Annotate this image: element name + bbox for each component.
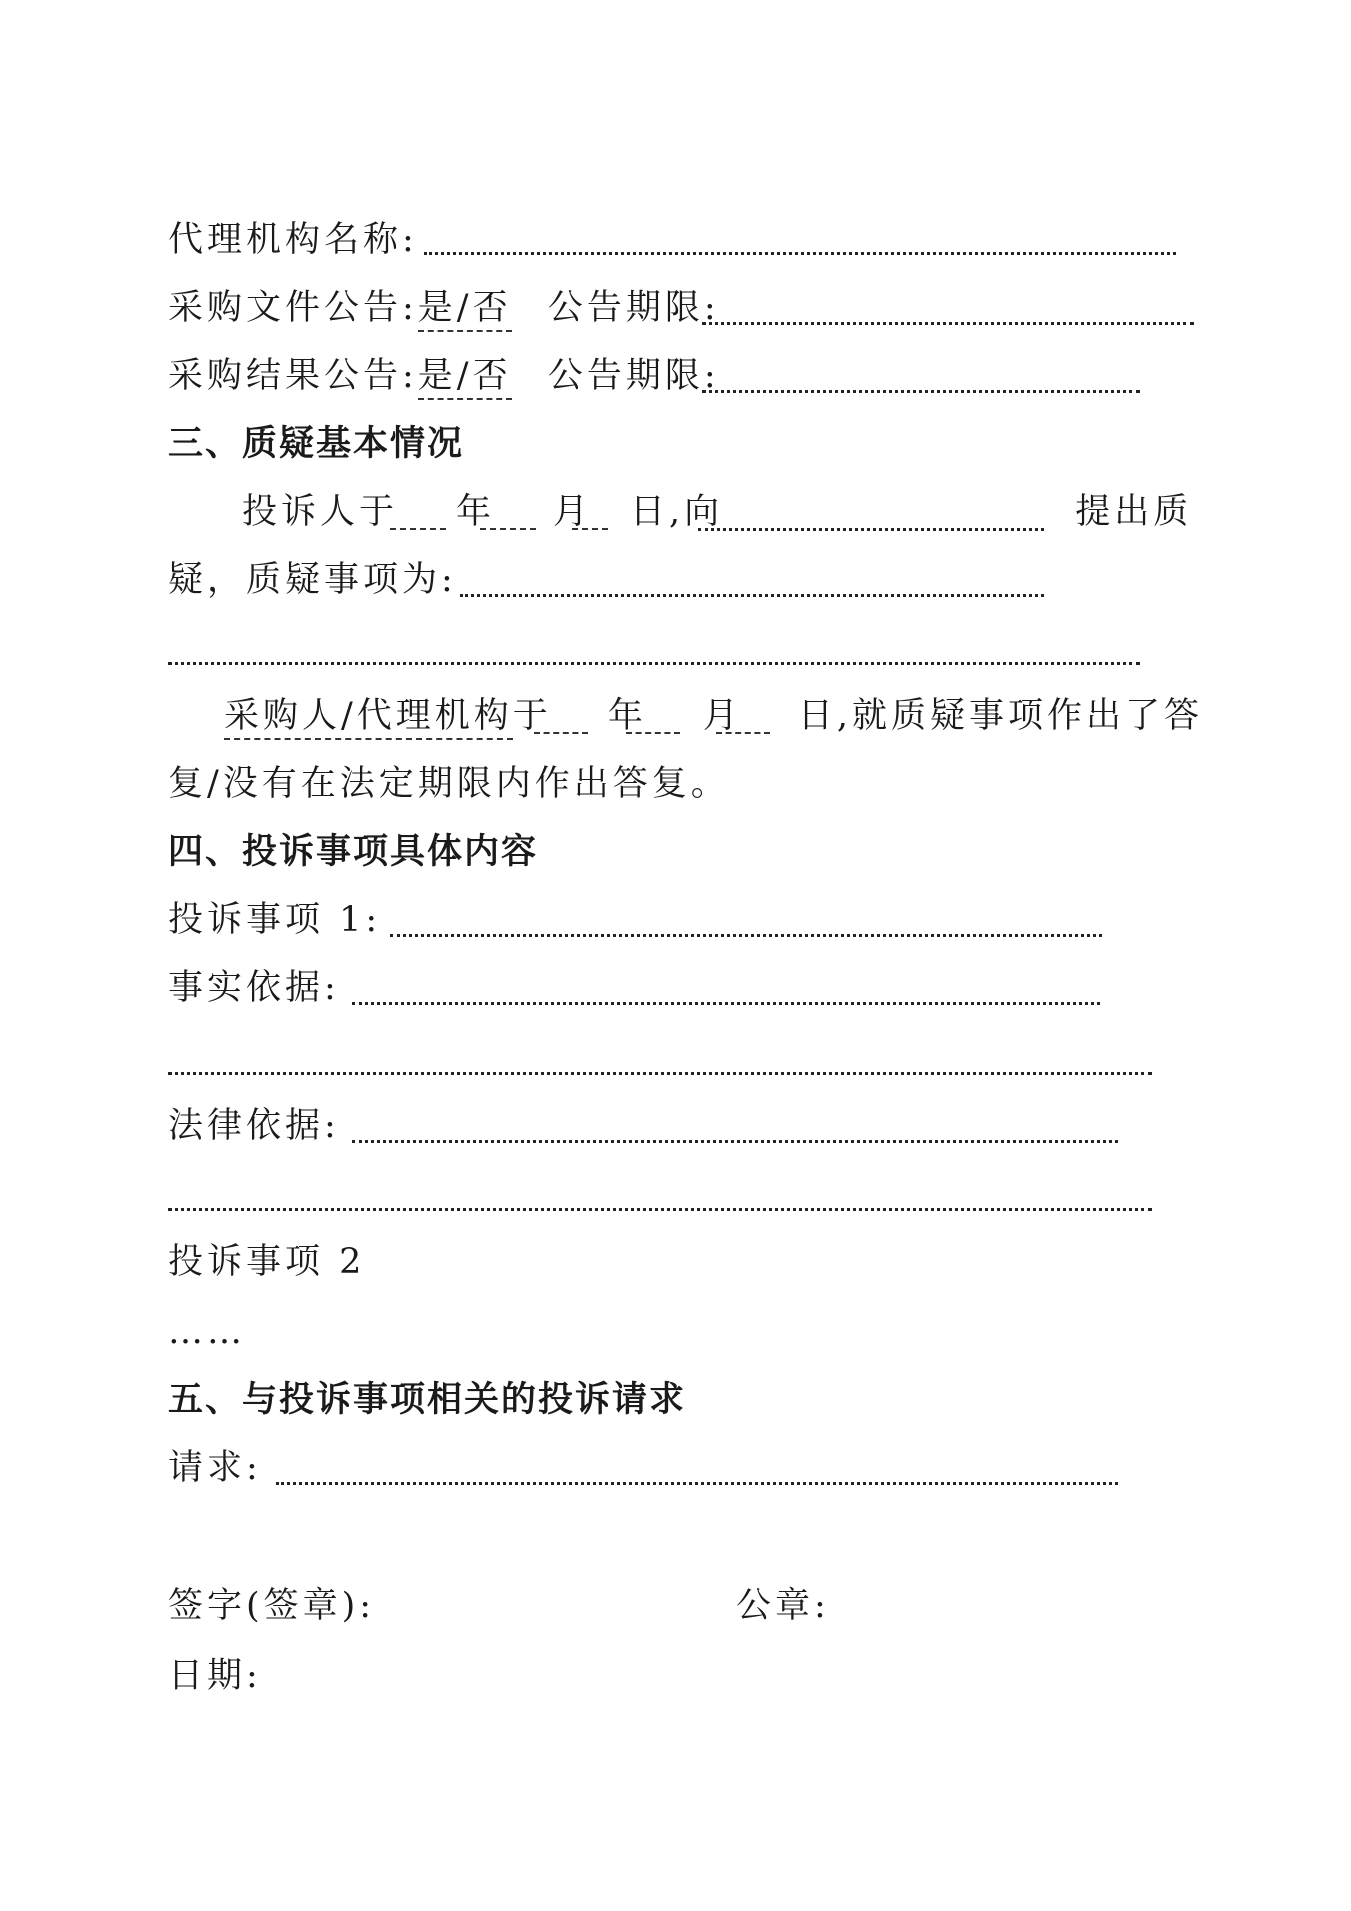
p1-matter-blank-2[interactable] [168,662,1140,665]
p2-year-blank[interactable] [534,732,588,734]
p1-year-label: 年 [456,492,496,532]
p2-line2: 复/没有在法定期限内作出答复。 [168,764,730,804]
result-notice-prefix: 采购结果公告: [168,356,418,396]
seal-label: 公章: [736,1586,830,1626]
facts-label: 事实依据: [168,968,340,1008]
section3-p2-line1 [224,694,1203,738]
request-blank[interactable] [276,1482,1118,1485]
law-label: 法律依据: [168,1106,340,1146]
date-label: 日期: [168,1656,262,1696]
p2-subject[interactable]: 采购人/代理机构 [224,696,513,740]
file-notice-row [168,286,720,330]
p2-month-blank[interactable] [626,732,680,734]
p2-yu: 于 [512,696,552,736]
p1-matter-blank[interactable] [460,594,1044,597]
facts-blank[interactable] [352,1002,1100,1005]
p1-day-blank[interactable] [572,528,608,530]
p2-day-rest: 日,就质疑事项作出了答 [797,696,1203,736]
file-notice-choice[interactable]: 是/否 [418,288,512,332]
p2-month-label: 月 [702,696,742,736]
p1-text-end: 提出质 [1075,492,1193,532]
p1-month-label: 月 [553,492,593,532]
item1-label: 投诉事项 1: [168,900,382,940]
p1-day-label: 日,向 [630,492,724,532]
result-notice-choice[interactable]: 是/否 [418,356,512,400]
p1-month-blank[interactable] [480,528,536,530]
result-notice-period-blank[interactable] [702,390,1140,393]
item2-label: 投诉事项 2 [168,1242,366,1282]
p2-year-label: 年 [607,696,647,736]
p1-text-start: 投诉人于 [242,492,399,532]
section4-heading: 四、投诉事项具体内容 [168,832,539,872]
facts-blank-2[interactable] [168,1072,1152,1075]
p1-line2: 疑，质疑事项为: [168,560,457,600]
result-notice-row [168,354,720,398]
request-label: 请求: [168,1448,262,1488]
item1-blank[interactable] [390,934,1102,937]
law-blank[interactable] [352,1140,1118,1143]
file-notice-period-blank[interactable] [702,322,1194,325]
section3-heading: 三、质疑基本情况 [168,424,465,464]
file-notice-prefix: 采购文件公告: [168,288,418,328]
result-notice-period-label: 公告期限: [547,356,720,396]
section5-heading: 五、与投诉事项相关的投诉请求 [168,1380,687,1420]
p2-day-blank[interactable] [716,732,770,734]
agency-name-label: 代理机构名称: [168,220,418,260]
law-blank-2[interactable] [168,1208,1152,1211]
sign-label: 签字(签章): [168,1586,376,1626]
agency-name-blank[interactable] [424,252,1176,255]
continuation-ellipsis: …… [168,1312,246,1352]
p1-recipient-blank[interactable] [698,528,1044,531]
file-notice-period-label: 公告期限: [547,288,720,328]
p1-year-blank[interactable] [390,528,446,530]
